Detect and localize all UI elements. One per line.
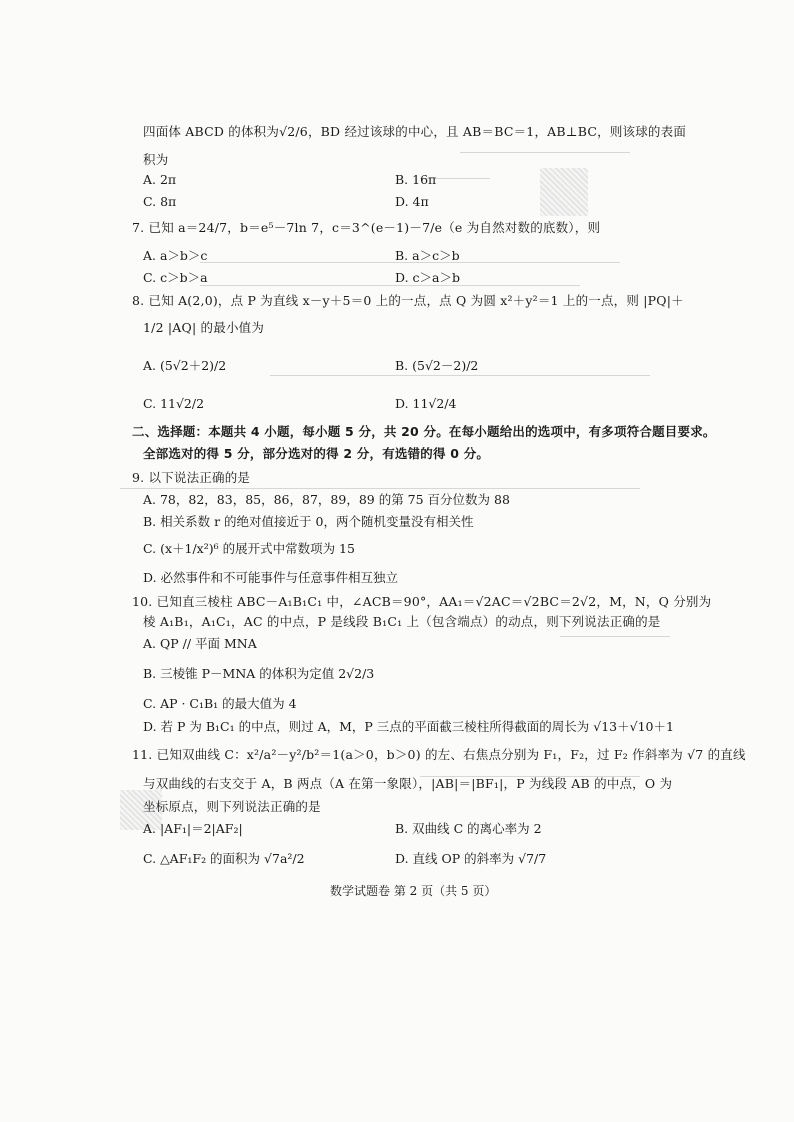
q9-option-d: D. 必然事件和不可能事件与任意事件相互独立: [143, 570, 399, 585]
q9-option-c: C. (x＋1/x²)⁶ 的展开式中常数项为 15: [143, 541, 355, 556]
q9-stem: 9. 以下说法正确的是: [132, 470, 251, 485]
page-footer: 数学试题卷 第 2 页（共 5 页）: [330, 884, 497, 898]
q8-option-d: D. 11√2/4: [395, 396, 457, 411]
q7-stem: 7. 已知 a＝24/7，b＝e⁵－7ln 7，c＝3^(e－1)－7/e（e 为自然对数的底数），则: [132, 220, 601, 235]
q10-option-d: D. 若 P 为 B₁C₁ 的中点，则过 A，M，P 三点的平面截三棱柱所得截面的周长为 √13＋√10＋1: [143, 719, 674, 734]
q9-option-a: A. 78，82，83，85，86，87，89，89 的第 75 百分位数为 88: [143, 492, 510, 507]
q11-option-a: A. |AF₁|＝2|AF₂|: [143, 821, 243, 836]
section2-heading-line2: 全部选对的得 5 分，部分选对的得 2 分，有选错的得 0 分。: [143, 446, 490, 461]
bleed-line: [120, 488, 640, 489]
q8-line2: 1/2 |AQ| 的最小值为: [143, 320, 265, 335]
bleed-line: [560, 636, 670, 637]
bleed-line: [460, 152, 630, 153]
q6-option-b: B. 16π: [395, 172, 437, 187]
q10-line1: 10. 已知直三棱柱 ABC－A₁B₁C₁ 中，∠ACB＝90°，AA₁＝√2AC＝√2BC＝2√2，M，N，Q 分别为: [132, 594, 712, 609]
q8-option-b: B. (5√2－2)/2: [395, 358, 479, 373]
q10-option-b: B. 三棱锥 P－MNA 的体积为定值 2√2/3: [143, 666, 375, 681]
q6-line2: 积为: [143, 152, 169, 167]
q6-option-c: C. 8π: [143, 194, 177, 209]
q11-line3: 坐标原点，则下列说法正确的是: [143, 799, 321, 814]
q6-option-d: D. 4π: [395, 194, 429, 209]
q7-option-b: B. a＞c＞b: [395, 248, 460, 263]
qr-code-bleed-top: [540, 168, 588, 216]
bleed-line: [270, 375, 650, 376]
q8-option-a: A. (5√2＋2)/2: [143, 358, 227, 373]
q8-option-c: C. 11√2/2: [143, 396, 205, 411]
section2-heading-line1: 二、选择题：本题共 4 小题，每小题 5 分，共 20 分。在每小题给出的选项中，有多项符合题目要求。: [132, 424, 716, 439]
q11-line1: 11. 已知双曲线 C：x²/a²－y²/b²＝1(a＞0，b＞0) 的左、右焦点分别为 F₁，F₂，过 F₂ 作斜率为 √7 的直线: [132, 747, 746, 762]
q11-option-b: B. 双曲线 C 的离心率为 2: [395, 821, 542, 836]
q10-option-c: C. AP · C₁B₁ 的最大值为 4: [143, 696, 297, 711]
q9-option-b: B. 相关系数 r 的绝对值接近于 0，两个随机变量没有相关性: [143, 514, 474, 529]
q7-option-c: C. c＞b＞a: [143, 270, 208, 285]
q7-option-d: D. c＞a＞b: [395, 270, 460, 285]
q10-line2: 棱 A₁B₁，A₁C₁，AC 的中点，P 是线段 B₁C₁ 上（包含端点）的动点，则下列说法正确的是: [143, 614, 661, 629]
q11-option-d: D. 直线 OP 的斜率为 √7/7: [395, 851, 547, 866]
q6-option-a: A. 2π: [143, 172, 177, 187]
q7-option-a: A. a＞b＞c: [143, 248, 208, 263]
q11-option-c: C. △AF₁F₂ 的面积为 √7a²/2: [143, 851, 305, 866]
q11-line2: 与双曲线的右支交于 A，B 两点（A 在第一象限），|AB|＝|BF₁|，P 为线段 AB 的中点，O 为: [143, 776, 673, 791]
q8-line1: 8. 已知 A(2,0)，点 P 为直线 x－y＋5＝0 上的一点，点 Q 为圆 x²＋y²＝1 上的一点，则 |PQ|＋: [132, 293, 684, 308]
bleed-line: [200, 285, 580, 286]
q6-line1: 四面体 ABCD 的体积为√2/6，BD 经过该球的中心，且 AB＝BC＝1，AB⊥BC，则该球的表面: [143, 124, 687, 139]
q10-option-a: A. QP // 平面 MNA: [143, 636, 257, 651]
